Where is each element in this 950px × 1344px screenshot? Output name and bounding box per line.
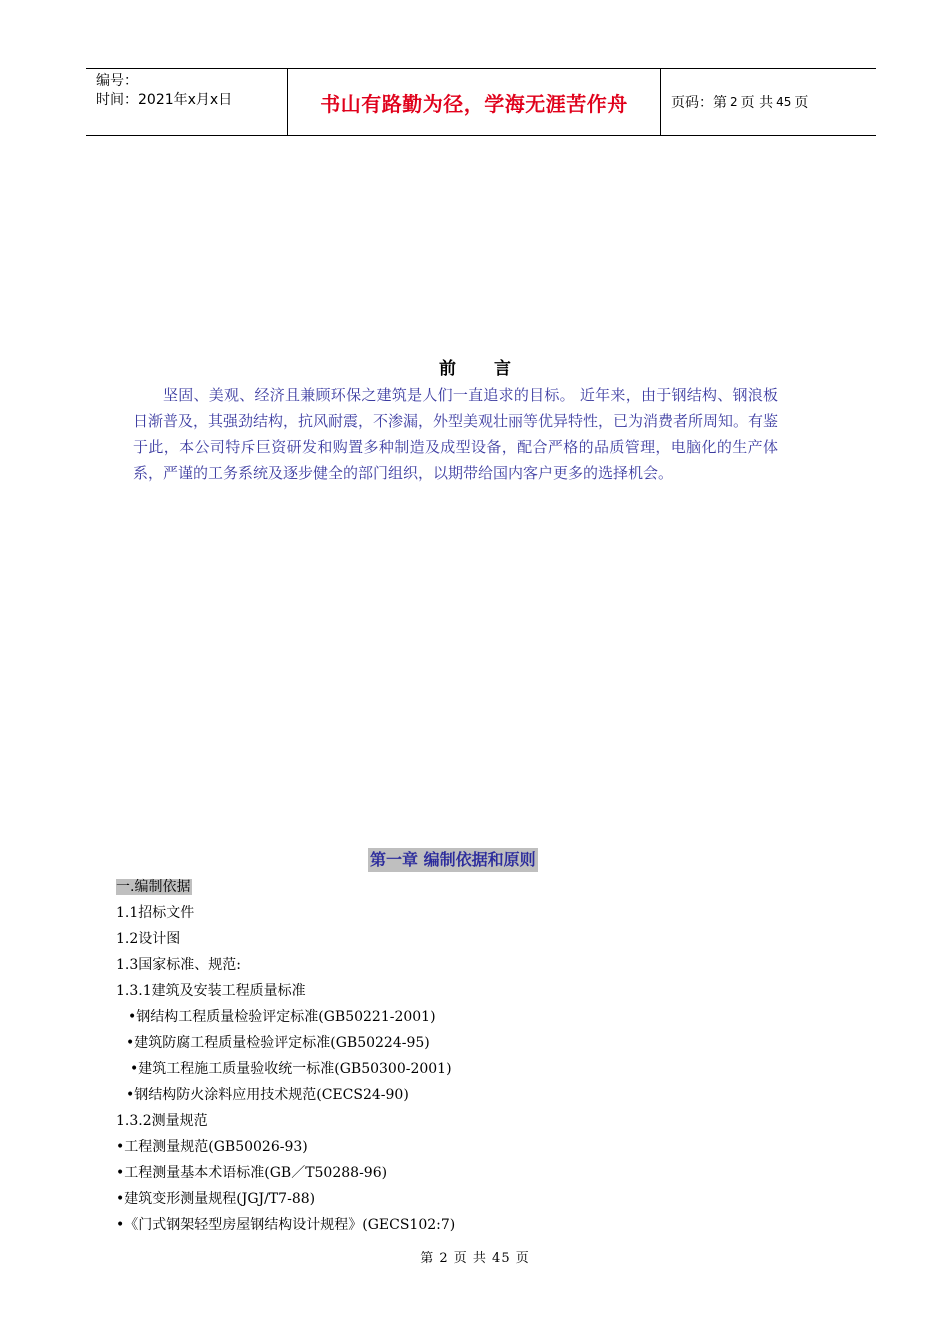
header-motto: 书山有路勤为径，学海无涯苦作舟 — [288, 69, 661, 135]
list-item: 1.1招标文件 — [116, 905, 195, 921]
compilation-basis-list — [116, 874, 816, 1238]
list-item: 1.3国家标准、规范: — [116, 957, 241, 973]
standard-item: •建筑工程施工质量验收统一标准(GB50300-2001) — [130, 1061, 452, 1077]
header-meta — [86, 69, 288, 135]
section-heading: 一.编制依据 — [116, 879, 191, 895]
preface-title-part1: 前 — [439, 359, 456, 379]
measurement-item: •工程测量基本术语标准(GB／T50288-96) — [116, 1165, 388, 1181]
chapter-title: 第一章 编制依据和原则 — [368, 848, 538, 872]
standard-item: •钢结构防火涂料应用技术规范(CECS24-90) — [126, 1087, 409, 1103]
page-total: 45 — [776, 95, 792, 109]
list-item: 1.2设计图 — [116, 931, 181, 947]
document-number-label: 编号： — [96, 73, 138, 89]
page-header — [86, 68, 876, 136]
list-item: 1.3.2测量规范 — [116, 1113, 208, 1129]
page-prefix: 页码：第 — [671, 95, 727, 111]
page-footer: 第 2 页 共 45 页 — [420, 1251, 530, 1266]
measurement-item: •工程测量规范(GB50026-93) — [116, 1139, 308, 1155]
preface-body: 坚固、美观、经济且兼顾环保之建筑是人们一直追求的目标。 近年来，由于钢结构、钢浪板日渐普及，其强劲结构，抗风耐震，不渗漏，外型美观壮丽等优异特性，已为消费者所周知。有鉴于此，本公司特斥巨资研发和购置多种制造及成型设备，配合严格的品质管理，电脑化的生产体系，严谨的工务系统及逐步健全的部门组织，以期带给国内客户更多的选择机会。 — [133, 386, 779, 482]
measurement-item: •建筑变形测量规程(JGJ/T7-88) — [116, 1191, 316, 1207]
header-page-number — [661, 69, 876, 135]
preface-title — [0, 354, 950, 379]
list-item: 1.3.1建筑及安装工程质量标准 — [116, 983, 306, 999]
page-mid: 页 共 — [740, 95, 774, 111]
preface-title-part2: 言 — [494, 359, 511, 379]
standard-item: •建筑防腐工程质量检验评定标准(GB50224-95) — [126, 1035, 430, 1051]
measurement-item: •《门式钢架轻型房屋钢结构设计规程》(GECS102:7) — [116, 1217, 456, 1233]
standard-item: •钢结构工程质量检验评定标准(GB50221-2001) — [128, 1009, 436, 1025]
page-current: 2 — [730, 95, 738, 109]
page-suffix: 页 — [794, 95, 809, 111]
document-time: 时间：2021年x月x日 — [96, 92, 233, 108]
